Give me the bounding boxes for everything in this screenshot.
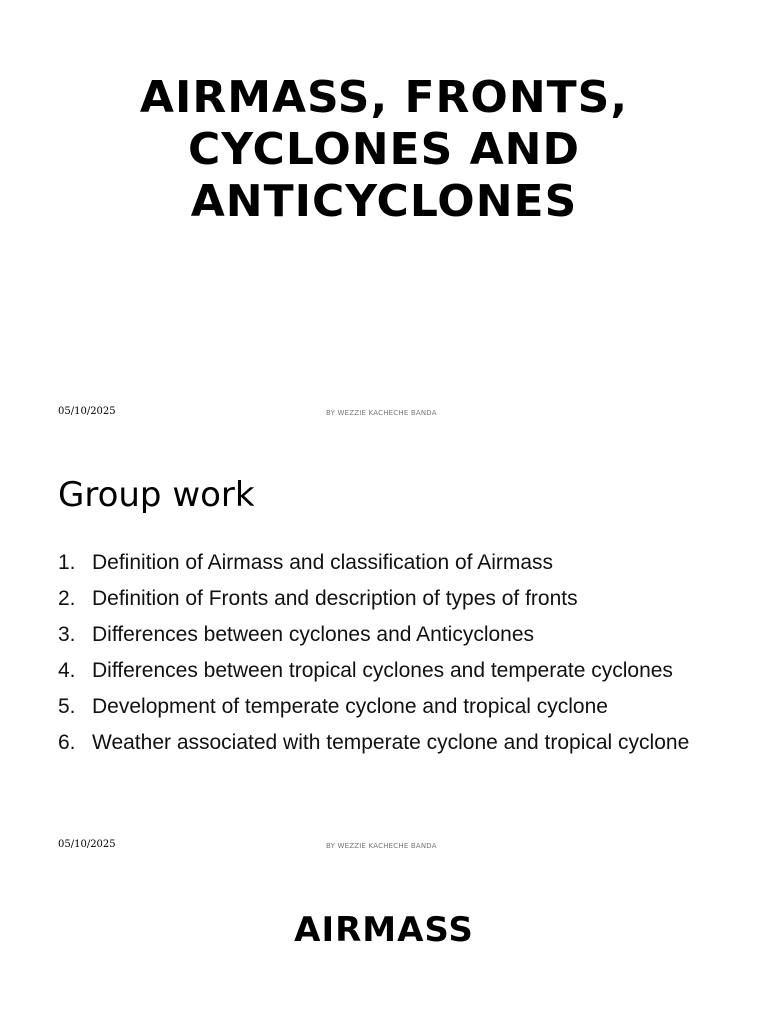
list-item (58, 549, 698, 576)
list-number: 5. (58, 695, 76, 718)
slide-title: AIRMASS (294, 910, 474, 950)
title-line: CYCLONES AND (187, 124, 581, 175)
airmass-slide (0, 866, 768, 1024)
title-line: ANTICYCLONES (190, 176, 578, 227)
list-number: 1. (58, 551, 76, 574)
footer-author: BY WEZZIE KACHECHE BANDA (326, 409, 437, 417)
list-item (58, 693, 698, 720)
list-text: Weather associated with temperate cyclone and tropical cyclone (92, 731, 690, 754)
list-number: 4. (58, 659, 76, 682)
task-list (58, 549, 698, 765)
title-line: AIRMASS, FRONTS, (139, 72, 629, 123)
list-number: 3. (58, 623, 76, 646)
footer-date: 05/10/2025 (58, 406, 116, 417)
list-number: 6. (58, 731, 76, 754)
list-text: Definition of Airmass and classification of Airmass (92, 551, 554, 574)
list-text: Definition of Fronts and description of types of fronts (92, 587, 578, 610)
list-text: Differences between tropical cyclones and temperate cyclones (92, 659, 673, 682)
footer-author: BY WEZZIE KACHECHE BANDA (326, 842, 437, 850)
list-item (58, 585, 698, 612)
list-item (58, 657, 698, 684)
list-item (58, 621, 698, 648)
presentation-title (0, 72, 768, 228)
footer-date: 05/10/2025 (58, 839, 116, 850)
list-text: Development of temperate cyclone and tropical cyclone (92, 695, 608, 718)
title-slide (0, 0, 768, 433)
list-item (58, 729, 698, 756)
list-text: Differences between cyclones and Anticyclones (92, 623, 535, 646)
group-work-slide (0, 433, 768, 866)
slide-title: Group work (58, 475, 255, 515)
list-number: 2. (58, 587, 76, 610)
